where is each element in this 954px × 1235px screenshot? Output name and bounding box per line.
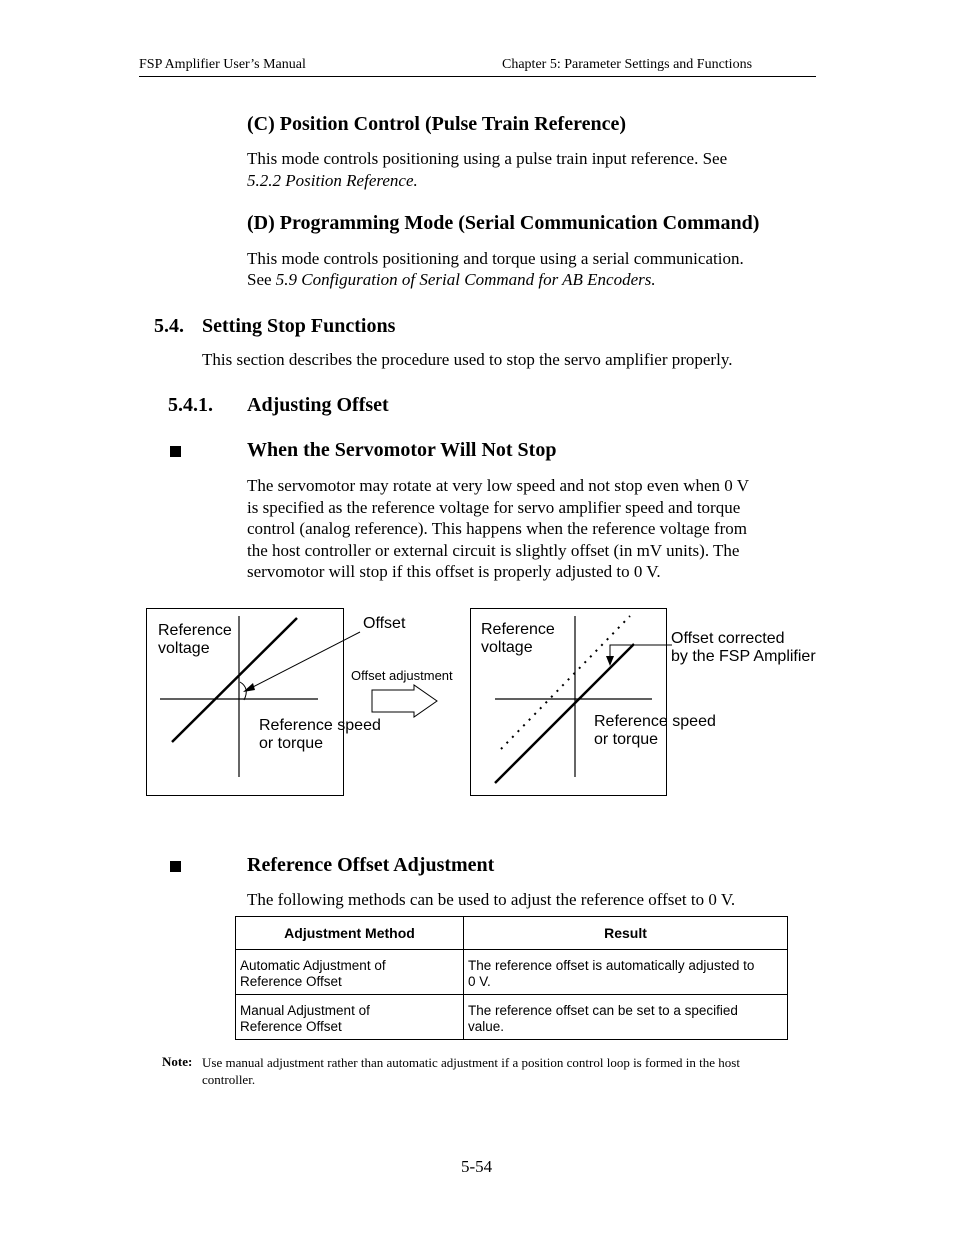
page-number: 5-54: [461, 1157, 493, 1176]
note-line1: Use manual adjustment rather than automatic adjustment if a position control loop is formed in the host: [202, 1055, 740, 1070]
table-cell-method: [236, 950, 464, 995]
table-row: [236, 950, 788, 995]
right-x-label-line2: or torque: [594, 731, 659, 748]
left-x-label: [259, 717, 381, 753]
left-y-label: [158, 622, 232, 658]
ref-offset-title: Reference Offset Adjustment: [247, 854, 495, 876]
not-stop-line: is specified as the reference voltage for servo amplifier speed and torque: [247, 497, 741, 517]
table-cell-result: [464, 995, 788, 1040]
cell-line: value.: [468, 1019, 505, 1034]
right-y-label-line2: voltage: [481, 639, 533, 656]
section-5-4-title: Setting Stop Functions: [202, 315, 396, 337]
section-5-4-1-number: 5.4.1.: [168, 394, 213, 416]
note-line2: controller.: [202, 1072, 256, 1087]
section-5-4-number: 5.4.: [154, 315, 184, 337]
section-c-ref: 5.2.2 Position Reference.: [247, 171, 418, 190]
right-x-label-line1: Reference speed: [594, 713, 716, 730]
note-label: Note:: [162, 1054, 193, 1069]
adjustment-table: [235, 916, 788, 1040]
table-header-method: Adjustment Method: [236, 917, 464, 950]
left-y-label-line1: Reference: [158, 622, 232, 639]
table-row: [236, 995, 788, 1040]
note-text: [202, 1054, 802, 1088]
table-header-result: Result: [464, 917, 788, 950]
cell-line: 0 V.: [468, 974, 491, 989]
not-stop-line: the host controller or external circuit is slightly offset (in mV units). The: [247, 540, 740, 560]
ref-offset-text: The following methods can be used to adjust the reference offset to 0 V.: [247, 890, 736, 909]
table-cell-result: [464, 950, 788, 995]
left-x-label-line1: Reference speed: [259, 717, 381, 734]
left-y-label-line2: voltage: [158, 640, 210, 657]
cell-line: Manual Adjustment of: [240, 1003, 370, 1018]
section-d-see: See: [247, 270, 272, 289]
section-d-ref: 5.9 Configuration of Serial Command for AB Encoders.: [275, 270, 656, 289]
cell-line: Reference Offset: [240, 1019, 342, 1034]
right-x-label: [594, 713, 716, 749]
section-d-title: (D) Programming Mode (Serial Communication Command): [247, 212, 760, 234]
cell-line: Automatic Adjustment of: [240, 958, 386, 973]
cell-line: Reference Offset: [240, 974, 342, 989]
not-stop-line: control (analog reference). This happens when the reference voltage from: [247, 519, 748, 538]
not-stop-title: When the Servomotor Will Not Stop: [247, 439, 557, 461]
not-stop-line: The servomotor may rotate at very low speed and not stop even when 0 V: [247, 476, 749, 495]
section-d-text: This mode controls positioning and torque using a serial communication.: [247, 249, 744, 268]
offset-corrected-line2: by the FSP Amplifier: [671, 648, 816, 665]
offset-callout: Offset: [363, 615, 406, 632]
cell-line: The reference offset can be set to a specified: [468, 1003, 738, 1018]
section-5-4-text: This section describes the procedure used to stop the servo amplifier properly.: [202, 350, 733, 369]
table-cell-method: [236, 995, 464, 1040]
section-c-text: This mode controls positioning using a pulse train input reference. See: [247, 149, 728, 168]
offset-adjustment-arrow-label: Offset adjustment: [351, 668, 453, 683]
offset-corrected-line1: Offset corrected: [671, 630, 785, 647]
offset-corrected-callout: [671, 630, 816, 666]
table-header-row: [236, 917, 788, 950]
right-y-label: [481, 621, 555, 657]
header-right: Chapter 5: Parameter Settings and Functions: [502, 57, 753, 72]
bullet-square-icon: [170, 861, 181, 872]
cell-line: The reference offset is automatically adjusted to: [468, 958, 755, 973]
left-x-label-line2: or torque: [259, 735, 324, 752]
not-stop-line: servomotor will stop if this offset is properly adjusted to 0 V.: [247, 562, 661, 581]
right-y-label-line1: Reference: [481, 621, 555, 638]
section-c-title: (C) Position Control (Pulse Train Reference): [247, 113, 627, 135]
section-5-4-1-title: Adjusting Offset: [247, 394, 389, 416]
header-left: FSP Amplifier User’s Manual: [139, 57, 306, 72]
